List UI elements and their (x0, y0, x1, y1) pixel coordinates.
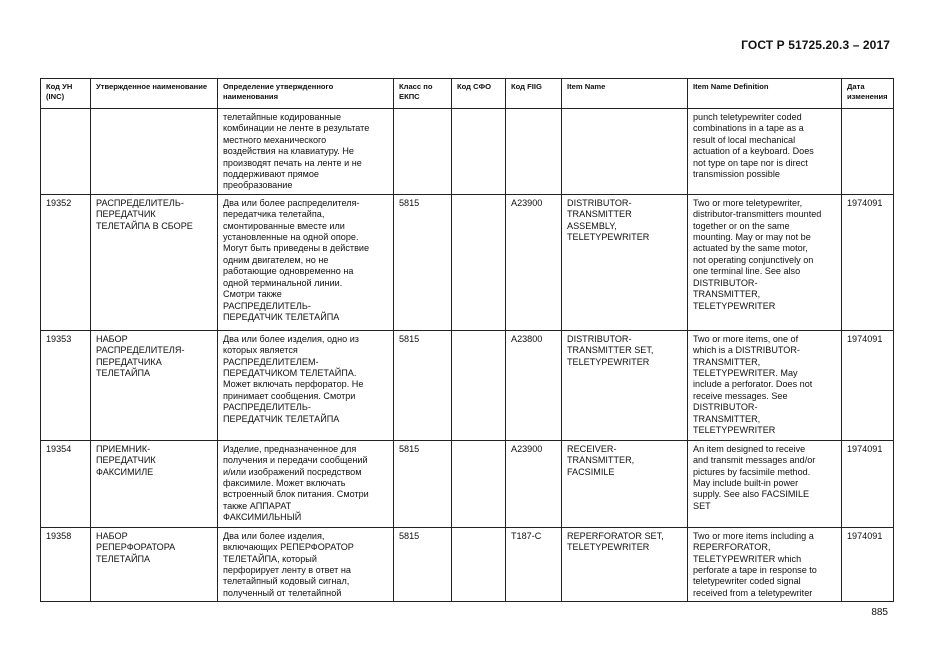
cell-class (394, 109, 452, 195)
header-definition-ru: Определение утвержденного наименования (218, 79, 394, 109)
table-row (41, 330, 894, 440)
cell-definition-en: Two or more items including a REPERFORATOR, TELETYPEWRITER which perforate a tape in response to teletypewriter coded signal received from a teletypewriter (688, 527, 842, 601)
standard-designation: ГОСТ Р 51725.20.3 – 2017 (741, 38, 890, 52)
cell-definition-ru: Два или более изделия, включающих РЕПЕРФОРАТОР ТЕЛЕТАЙПА, который перфорирует ленту в ответ на телетайпный кодовый сигнал, полученный от телетайпной (218, 527, 394, 601)
cell-fiig: A23900 (506, 194, 562, 330)
table-row (41, 527, 894, 601)
header-class-ekps: Класс по ЕКПС (394, 79, 452, 109)
cell-date (842, 109, 894, 195)
cell-item-name: DISTRIBUTOR- TRANSMITTER ASSEMBLY, TELETYPEWRITER (562, 194, 688, 330)
cell-class: 5815 (394, 194, 452, 330)
nomenclature-table (40, 78, 894, 602)
cell-name-ru: РАСПРЕДЕЛИТЕЛЬ- ПЕРЕДАТЧИК ТЕЛЕТАЙПА В СБОРЕ (91, 194, 218, 330)
cell-definition-ru: Два или более изделия, одно из которых является РАСПРЕДЕЛИТЕЛЕМ- ПЕРЕДАТЧИКОМ ТЕЛЕТАЙПА. Может включать перфоратор. Не принимает сообщения. Смотри РАСПРЕДЕЛИТЕЛЬ- ПЕРЕДАТЧИК ТЕЛЕТАЙПА (218, 330, 394, 440)
cell-definition-en: Two or more teletypewriter, distributor-transmitters mounted together or on the same mounting. May or may not be actuated by the same motor, not operating conjunctively on one terminal line. See also DISTRIBUTOR- TRANSMITTER, TELETYPEWRITER (688, 194, 842, 330)
cell-date: 1974091 (842, 527, 894, 601)
cell-item-name (562, 109, 688, 195)
cell-item-name: DISTRIBUTOR- TRANSMITTER SET, TELETYPEWRITER (562, 330, 688, 440)
cell-class: 5815 (394, 330, 452, 440)
cell-fiig: A23900 (506, 440, 562, 527)
header-item-name-definition: Item Name Definition (688, 79, 842, 109)
cell-code: 19358 (41, 527, 91, 601)
header-code-fiig: Код FIIG (506, 79, 562, 109)
table-row (41, 109, 894, 195)
cell-date: 1974091 (842, 330, 894, 440)
cell-class: 5815 (394, 527, 452, 601)
cell-sfo (452, 109, 506, 195)
cell-sfo (452, 440, 506, 527)
cell-sfo (452, 194, 506, 330)
header-code-sfo: Код СФО (452, 79, 506, 109)
cell-date: 1974091 (842, 440, 894, 527)
cell-name-ru: НАБОР РАСПРЕДЕЛИТЕЛЯ- ПЕРЕДАТЧИКА ТЕЛЕТАЙПА (91, 330, 218, 440)
header-approved-name: Утвержденное наименование (91, 79, 218, 109)
cell-definition-en: Two or more items, one of which is a DISTRIBUTOR- TRANSMITTER, TELETYPEWRITER. May include a perforator. Does not receive messages. See DISTRIBUTOR- TRANSMITTER, TELETYPEWRITER (688, 330, 842, 440)
cell-item-name: REPERFORATOR SET, TELETYPEWRITER (562, 527, 688, 601)
cell-name-ru: ПРИЕМНИК- ПЕРЕДАТЧИК ФАКСИМИЛЕ (91, 440, 218, 527)
cell-fiig: T187-C (506, 527, 562, 601)
cell-name-ru (91, 109, 218, 195)
header-code-un: Код УН (INC) (41, 79, 91, 109)
cell-name-ru: НАБОР РЕПЕРФОРАТОРА ТЕЛЕТАЙПА (91, 527, 218, 601)
cell-definition-ru: телетайпные кодированные комбинации не ленте в результате местного механического воздействия на клавиатуру. Не производят печать на ленте и не поддерживают прямое преобразование (218, 109, 394, 195)
table-header-row (41, 79, 894, 109)
page-number: 885 (871, 607, 888, 618)
cell-definition-ru: Два или более распределителя- передатчика телетайпа, смонтированные вместе или установленные на одной опоре. Могут быть приведены в действие одним двигателем, но не работающие одновременно на одной терминальной линии. Смотри также РАСПРЕДЕЛИТЕЛЬ- ПЕРЕДАТЧИК ТЕЛЕТАЙПА (218, 194, 394, 330)
cell-class: 5815 (394, 440, 452, 527)
cell-fiig (506, 109, 562, 195)
cell-date: 1974091 (842, 194, 894, 330)
cell-sfo (452, 527, 506, 601)
cell-code: 19354 (41, 440, 91, 527)
table-row (41, 194, 894, 330)
cell-sfo (452, 330, 506, 440)
header-item-name: Item Name (562, 79, 688, 109)
cell-code (41, 109, 91, 195)
cell-code: 19352 (41, 194, 91, 330)
cell-fiig: A23800 (506, 330, 562, 440)
table-row (41, 440, 894, 527)
cell-definition-ru: Изделие, предназначенное для получения и передачи сообщений и/или изображений посредством факсимиле. Может включать встроенный блок питания. Смотри также АППАРАТ ФАКСИМИЛЬНЫЙ (218, 440, 394, 527)
cell-code: 19353 (41, 330, 91, 440)
cell-item-name: RECEIVER- TRANSMITTER, FACSIMILE (562, 440, 688, 527)
cell-definition-en: punch teletypewriter coded combinations in a tape as a result of local mechanical actuation of a keyboard. Does not type on tape nor is direct transmission possible (688, 109, 842, 195)
cell-definition-en: An item designed to receive and transmit messages and/or pictures by facsimile method. May include built-in power supply. See also FACSIMILE SET (688, 440, 842, 527)
header-date-changed: Дата изменения (842, 79, 894, 109)
